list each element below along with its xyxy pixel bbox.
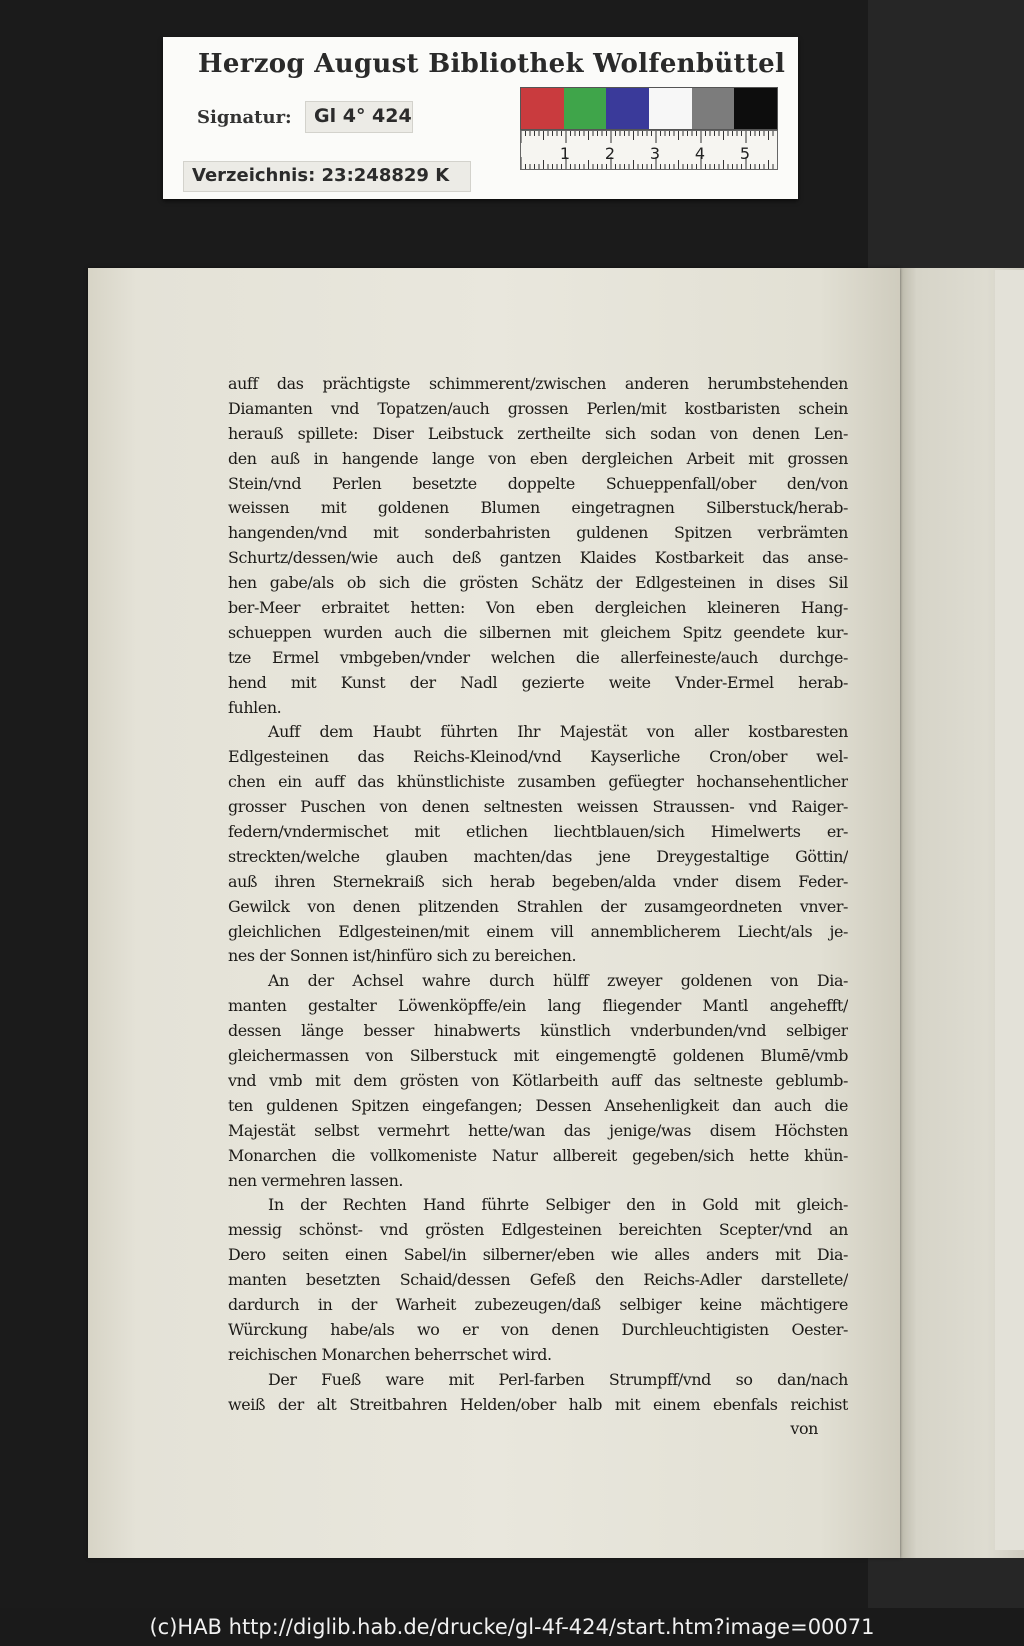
text-line: weissen mit goldenen Blumen eingetragnen Silberstuck/herab- [228,498,848,518]
paragraph-start-line: An der Achsel wahre durch hülff zweyer goldenen von Dia- [268,971,848,991]
page-text [228,372,848,1442]
text-line: hangenden/vnd mit sonderbahristen guldenen Spitzen verbrämten [228,523,848,543]
swatch-green [564,88,607,129]
text-line: Schurtz/dessen/wie auch deß gantzen Klaides Kostbarkeit das anse- [228,548,848,568]
text-line: chen ein auff das khünstlichiste zusamben gefüegter hochansehentlicher [228,772,848,792]
ruler-number-5: 5 [739,144,751,163]
text-line: fuhlen. [228,697,282,717]
text-line: gleichlichen Edlgesteinen/mit einem vill annemblicherem Liecht/als je- [228,921,848,941]
text-line: dardurch in der Warheit zubezeugen/daß selbiger keine mächtigere [228,1294,848,1314]
text-line: Monarchen die vollkomeniste Natur allbereit gegeben/sich hette khün- [228,1145,848,1165]
color-calibration-strip [520,87,778,130]
swatch-red [521,88,564,129]
swatch-white [649,88,692,129]
swatch-black [734,88,777,129]
text-line: dessen länge besser hinabwerts künstlich vnderbunden/vnd selbiger [228,1021,848,1041]
text-line: Edlgesteinen das Reichs-Kleinod/vnd Kayserliche Cron/ober wel- [228,747,848,767]
text-line: auß ihren Sternekraiß sich herab begeben/alda vnder disem Feder- [228,871,848,891]
verzeichnis-box [183,161,471,192]
text-line: Gewilck von denen plitzenden Strahlen der zusamgeordneten vnver- [228,896,848,916]
text-line: hend mit Kunst der Nadl gezierte weite Vnder-Ermel herab- [228,672,848,692]
text-line: Dero seiten einen Sabel/in silberner/eben wie alles anders mit Dia- [228,1245,848,1265]
facing-page-inner [995,270,1024,1550]
text-line: Würckung habe/als wo er von denen Durchleuchtigisten Oester- [228,1319,848,1339]
text-line: manten besetzten Schaid/dessen Gefeß den Reichs-Adler darstellete/ [228,1270,848,1290]
text-line: hen gabe/als ob sich die grösten Schätz der Edlgesteinen in dises Sil [228,573,848,593]
paragraph-start-line: Der Fueß ware mit Perl-farben Strumpff/vnd so dan/nach [268,1369,848,1389]
text-line: reichischen Monarchen beherrschet wird. [228,1344,552,1364]
ruler-number-3: 3 [649,144,661,163]
text-line: gleichermassen von Silberstuck mit eingemengtē goldenen Blumē/vmb [228,1046,848,1066]
text-line: vnd vmb mit dem grösten von Kötlarbeith auff das seltneste geblumb- [228,1070,848,1090]
signatur-box [305,101,413,133]
ruler-number-1: 1 [559,144,571,163]
paragraph-start-line: Auff dem Haubt führten Ihr Majestät von aller kostbaresten [268,722,848,742]
catchword: von [790,1419,818,1439]
verzeichnis-value: Verzeichnis: 23:248829 K [192,165,450,186]
text-line: federn/vndermischet mit etlichen liechtblauen/sich Himelwerts er- [228,822,848,842]
text-line: Majestät selbst vermehrt hette/wan das jenige/was disem Höchsten [228,1120,848,1140]
footer-url-text[interactable]: (c)HAB http://diglib.hab.de/drucke/gl-4f-424/start.htm?image=00071 [149,1615,875,1639]
text-line: Diamanten vnd Topatzen/auch grossen Perlen/mit kostbaristen schein [228,398,848,418]
ruler-number-4: 4 [694,144,706,163]
text-line: nen vermehren lassen. [228,1170,404,1190]
text-line: grosser Puschen von denen seltnesten weissen Straussen- vnd Raiger- [228,797,848,817]
text-line: tze Ermel vmbgeben/vnder welchen die allerfeineste/auch durchge- [228,647,848,667]
swatch-blue [606,88,649,129]
text-line: den auß in hangende lange von eben dergleichen Arbeit mit grossen [228,448,848,468]
text-line: herauß spillete: Diser Leibstuck zertheilte sich sodan von denen Len- [228,423,848,443]
text-line: manten gestalter Löwenköpffe/ein lang fliegender Mantl angehefft/ [228,996,848,1016]
text-line: weiß der alt Streitbahren Helden/ober halb mit einem ebenfals reichist [228,1394,848,1414]
swatch-gray [692,88,735,129]
text-line: Stein/vnd Perlen besetzte doppelte Schueppenfall/ober den/von [228,473,848,493]
text-line: schueppen wurden auch die silbernen mit gleichem Spitz geendete kur- [228,622,848,642]
text-line: nes der Sonnen ist/hinfüro sich zu bereichen. [228,946,577,966]
text-line: streckten/welche glauben machten/das jene Dreygestaltige Göttin/ [228,846,848,866]
scale-ruler [520,130,778,170]
library-label-card [163,37,798,199]
copyright-footer [0,1608,1024,1646]
text-line: ten guldenen Spitzen eingefangen; Dessen Ansehenligkeit dan auch die [228,1095,848,1115]
text-line: auff das prächtigste schimmerent/zwischen anderen herumbstehenden [228,374,848,393]
text-line: messig schönst- vnd grösten Edlgesteinen bereichten Scepter/vnd an [228,1220,848,1240]
paragraph-start-line: In der Rechten Hand führte Selbiger den in Gold mit gleich- [268,1195,848,1215]
text-line: ber-Meer erbraitet hetten: Von eben dergleichen kleineren Hang- [228,598,848,618]
signatur-value: Gl 4° 424 [314,105,412,127]
ruler-number-2: 2 [604,144,616,163]
library-name: Herzog August Bibliothek Wolfenbüttel [198,49,786,79]
signatur-label: Signatur: [197,107,292,128]
